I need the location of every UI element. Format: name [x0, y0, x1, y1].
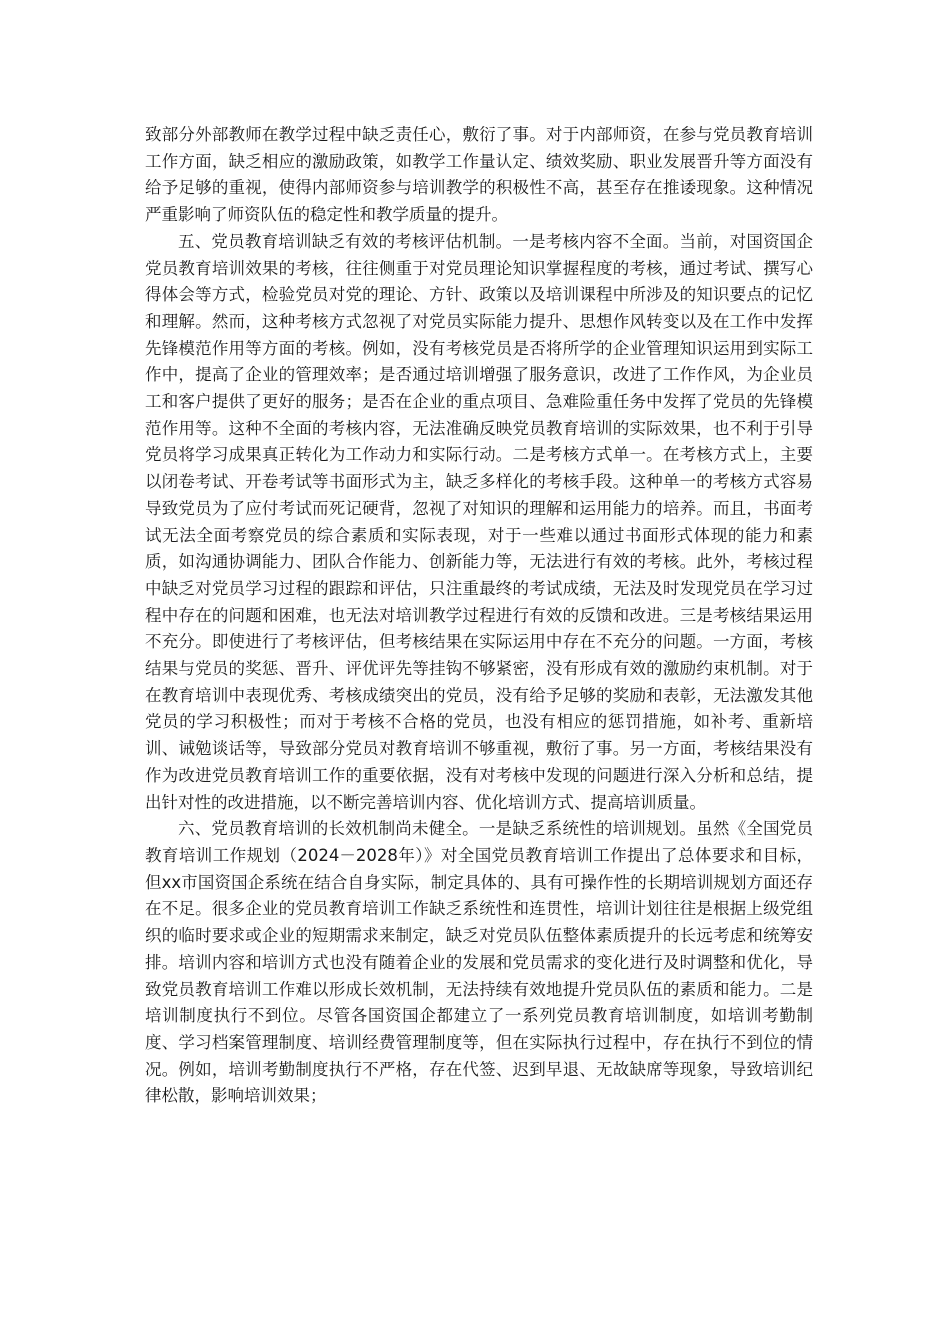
paragraph-section-six: 六、党员教育培训的长效机制尚未健全。一是缺乏系统性的培训规划。虽然《全国党员教育培训工作规划（2024－2028年）》对全国党员教育培训工作提出了总体要求和目标，但xx市国资国企系统在结合自身实际，制定具体的、具有可操作性的长期培训规划方面还存在不足。很多企业的党员教育培训工作缺乏系统性和连贯性，培训计划往往是根据上级党组织的临时要求或企业的短期需求来制定，缺乏对党员队伍整体素质提升的长远考虑和统筹安排。培训内容和培训方式也没有随着企业的发展和党员需求的变化进行及时调整和优化，导致党员教育培训工作难以形成长效机制，无法持续有效地提升党员队伍的素质和能力。二是培训制度执行不到位。尽管各国资国企都建立了一系列党员教育培训制度，如培训考勤制度、学习档案管理制度、培训经费管理制度等，但在实际执行过程中，存在执行不到位的情况。例如，培训考勤制度执行不严格，存在代签、迟到早退、无故缺席等现象，导致培训纪律松散，影响培训效果； [145, 819, 813, 1106]
paragraph-section-five: 五、党员教育培训缺乏有效的考核评估机制。一是考核内容不全面。当前，对国资国企党员教育培训效果的考核，往往侧重于对党员理论知识掌握程度的考核，通过考试、撰写心得体会等方式，检验党员对党的理论、方针、政策以及培训课程中所涉及的知识要点的记忆和理解。然而，这种考核方式忽视了对党员实际能力提升、思想作风转变以及在工作中发挥先锋模范作用等方面的考核。例如，没有考核党员是否将所学的企业管理知识运用到实际工作中，提高了企业的管理效率；是否通过培训增强了服务意识，改进了工作作风，为企业员工和客户提供了更好的服务；是否在企业的重点项目、急难险重任务中发挥了党员的先锋模范作用等。这种不全面的考核内容，无法准确反映党员教育培训的实际效果，也不利于引导党员将学习成果真正转化为工作动力和实际行动。二是考核方式单一。在考核方式上，主要以闭卷考试、开卷考试等书面形式为主，缺乏多样化的考核手段。这种单一的考核方式容易导致党员为了应付考试而死记硬背，忽视了对知识的理解和运用能力的培养。而且，书面考试无法全面考察党员的综合素质和实际表现，对于一些难以通过书面形式体现的能力和素质，如沟通协调能力、团队合作能力、创新能力等，无法进行有效的考核。此外，考核过程中缺乏对党员学习过程的跟踪和评估，只注重最终的考试成绩，无法及时发现党员在学习过程中存在的问题和困难，也无法对培训教学过程进行有效的反馈和改进。三是考核结果运用不充分。即使进行了考核评估，但考核结果在实际运用中存在不充分的问题。一方面，考核结果与党员的奖惩、晋升、评优评先等挂钩不够紧密，没有形成有效的激励约束机制。对于在教育培训中表现优秀、考核成绩突出的党员，没有给予足够的奖励和表彰，无法激发其他党员的学习积极性；而对于考核不合格的党员，也没有相应的惩罚措施，如补考、重新培训、诫勉谈话等，导致部分党员对教育培训不够重视，敷衍了事。另一方面，考核结果没有作为改进党员教育培训工作的重要依据，没有对考核中发现的问题进行深入分析和总结，提出针对性的改进措施，以不断完善培训内容、优化培训方式、提高培训质量。 [145, 231, 813, 812]
paragraph-continuation: 致部分外部教师在教学过程中缺乏责任心，敷衍了事。对于内部师资，在参与党员教育培训工作方面，缺乏相应的激励政策，如教学工作量认定、绩效奖励、职业发展晋升等方面没有给予足够的重视，使得内部师资参与培训教学的积极性不高，甚至存在推诿现象。这种情况严重影响了师资队伍的稳定性和教学质量的提升。 [145, 125, 813, 225]
body-text [145, 122, 813, 1110]
